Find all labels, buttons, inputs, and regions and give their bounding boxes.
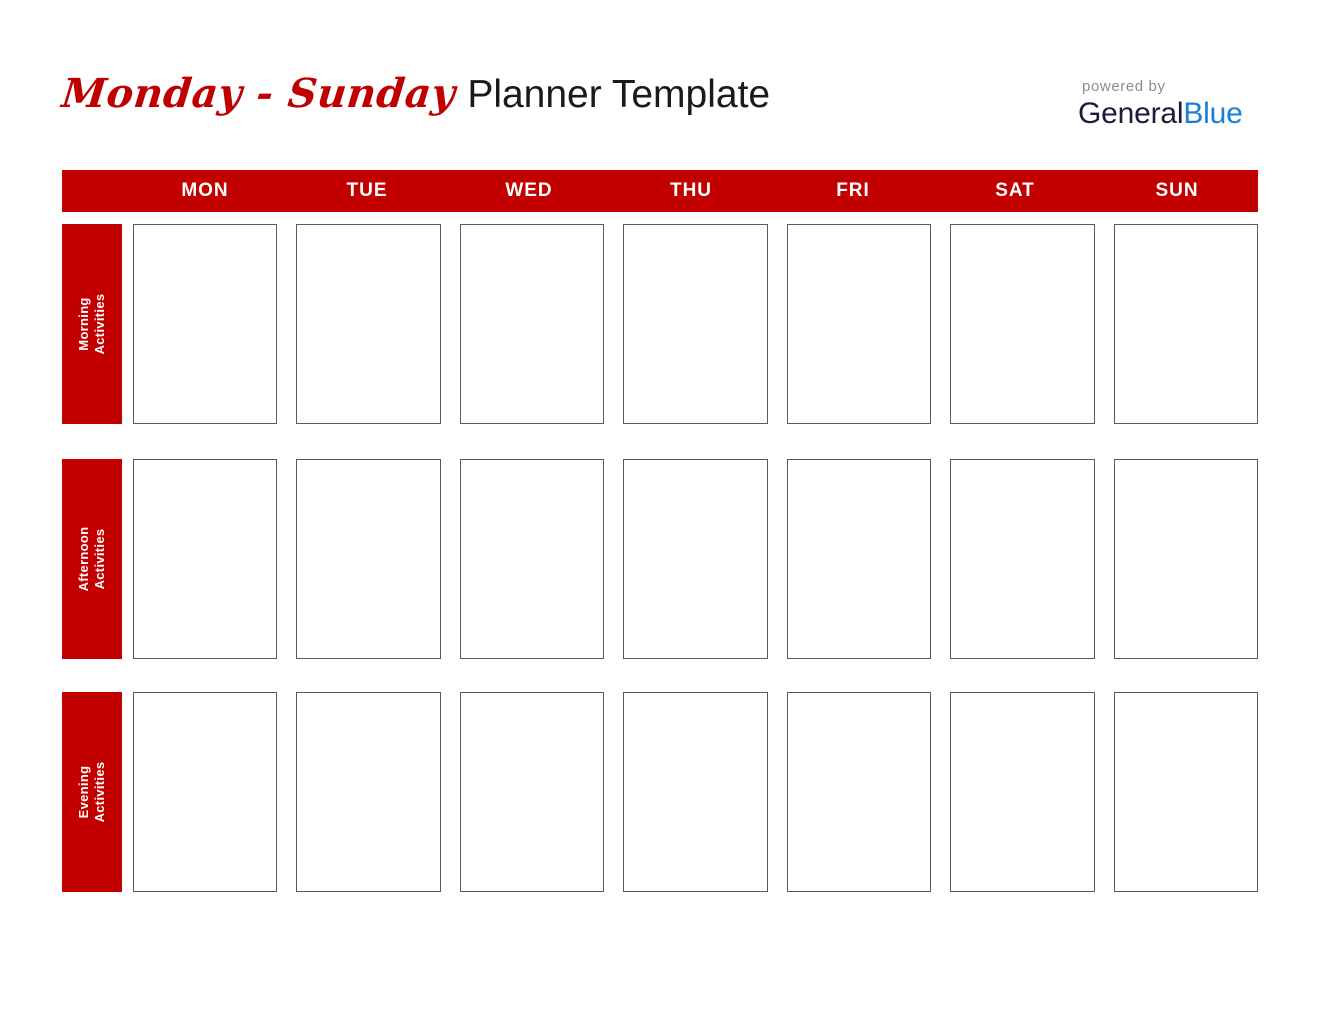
row-cells-evening [133,692,1258,892]
row-cells-morning [133,224,1258,424]
cell-afternoon-fri[interactable] [787,459,931,659]
row-label-evening-line2: Activities [92,761,107,823]
brand-name-blue: Blue [1183,97,1243,130]
cell-afternoon-tue[interactable] [296,459,440,659]
cell-morning-wed[interactable] [460,224,604,424]
row-label-afternoon-line1: Afternoon [75,526,91,592]
page-title-rest: Planner Template [467,73,771,116]
brand-name [1078,97,1258,131]
day-header-tue: TUE [346,180,388,201]
day-header-mon: MON [181,180,229,201]
row-label-evening-line1: Evening [75,765,91,819]
cell-evening-mon[interactable] [133,692,277,892]
cell-morning-sat[interactable] [950,224,1094,424]
row-label-afternoon-text [76,527,109,592]
day-header-bar [62,170,1258,212]
cell-afternoon-wed[interactable] [460,459,604,659]
row-label-morning-line2: Activities [92,293,107,355]
brand-name-general: General [1078,97,1184,130]
day-header-spacer [62,170,124,212]
cell-evening-tue[interactable] [296,692,440,892]
cell-evening-sat[interactable] [950,692,1094,892]
cell-morning-sun[interactable] [1114,224,1258,424]
row-label-afternoon-line2: Activities [92,528,107,590]
row-label-morning-line1: Morning [75,297,91,351]
planner-row-morning [62,224,1258,424]
cell-morning-mon[interactable] [133,224,277,424]
row-label-evening-text [76,762,109,823]
page-title-script: Monday - Sunday [59,70,458,117]
brand-logo [1078,78,1258,131]
cell-evening-sun[interactable] [1114,692,1258,892]
page-header [59,70,1258,150]
cell-morning-tue[interactable] [296,224,440,424]
cell-evening-fri[interactable] [787,692,931,892]
page-title [59,70,771,117]
cell-afternoon-sat[interactable] [950,459,1094,659]
cell-afternoon-mon[interactable] [133,459,277,659]
row-label-morning-text [76,294,109,355]
planner-row-afternoon [62,459,1258,659]
row-label-afternoon [62,459,122,659]
cell-evening-wed[interactable] [460,692,604,892]
row-label-evening [62,692,122,892]
cell-morning-thu[interactable] [623,224,767,424]
day-header-fri: FRI [836,180,870,201]
brand-powered-by: powered by [1082,78,1166,95]
cell-afternoon-thu[interactable] [623,459,767,659]
planner-row-evening [62,692,1258,892]
day-header-sun: SUN [1155,180,1199,201]
row-cells-afternoon [133,459,1258,659]
day-header-sat: SAT [995,180,1035,201]
row-label-morning [62,224,122,424]
cell-afternoon-sun[interactable] [1114,459,1258,659]
cell-morning-fri[interactable] [787,224,931,424]
day-header-wed: WED [505,180,553,201]
cell-evening-thu[interactable] [623,692,767,892]
day-header-thu: THU [669,180,713,201]
